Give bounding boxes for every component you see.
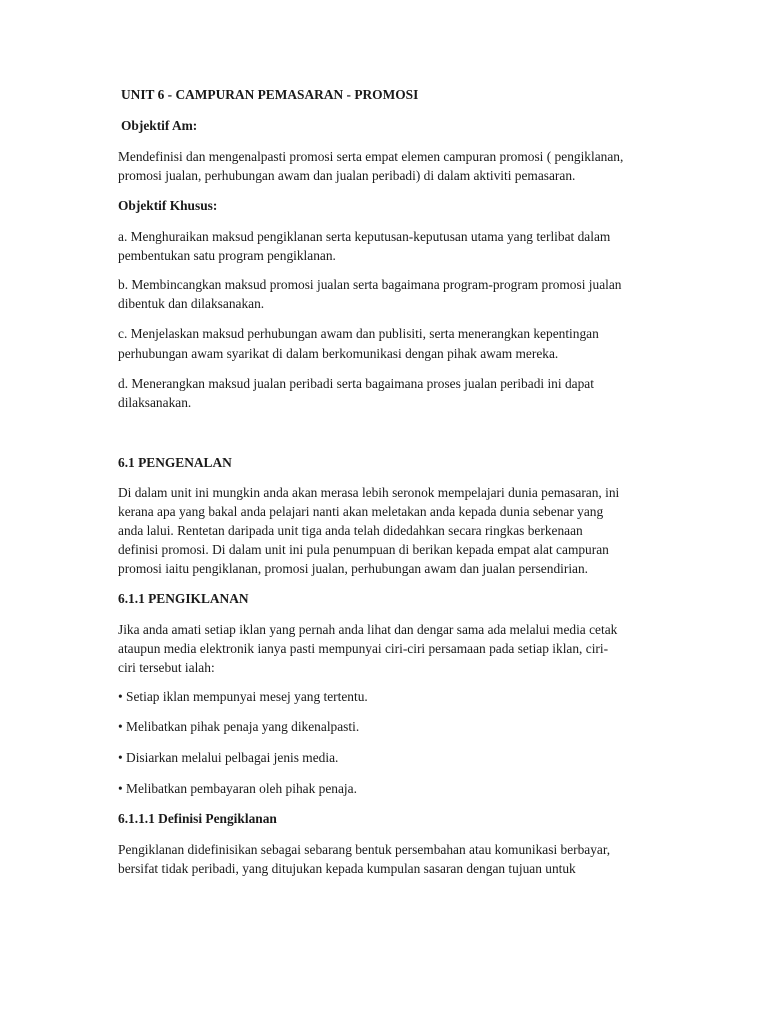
definisi-line: bersifat tidak peribadi, yang ditujukan kepada kumpulan sasaran dengan tujuan untuk	[118, 861, 576, 876]
objektif-am-line: promosi jualan, perhubungan awam dan jualan peribadi) di dalam aktiviti pemasaran.	[118, 168, 576, 183]
list-item: • Melibatkan pembayaran oleh pihak penaja.	[118, 781, 357, 796]
objektif-khusus-item-d: dilaksanakan.	[118, 395, 192, 410]
list-item: • Setiap iklan mempunyai mesej yang tertentu.	[118, 689, 368, 704]
objektif-khusus-item-a: a. Menghuraikan maksud pengiklanan serta keputusan-keputusan utama yang terlibat dalam	[118, 229, 611, 244]
objektif-khusus-item-c: c. Menjelaskan maksud perhubungan awam dan publisiti, serta menerangkan kepentingan	[118, 326, 599, 341]
objektif-am-line: Mendefinisi dan mengenalpasti promosi serta empat elemen campuran promosi ( pengiklanan,	[118, 149, 624, 164]
pengenalan-line: kerana apa yang bakal anda pelajari nanti akan meletakan anda kepada dunia sebenar yang	[118, 504, 604, 519]
pengiklanan-heading: 6.1.1 PENGIKLANAN	[118, 591, 249, 606]
pengenalan-heading: 6.1 PENGENALAN	[118, 455, 232, 470]
pengenalan-line: definisi promosi. Di dalam unit ini pula penumpuan di berikan kepada empat alat campuran	[118, 542, 609, 557]
unit-title: UNIT 6 - CAMPURAN PEMASARAN - PROMOSI	[121, 87, 419, 102]
list-item: • Disiarkan melalui pelbagai jenis media.	[118, 750, 339, 765]
pengiklanan-line: Jika anda amati setiap iklan yang pernah anda lihat dan dengar sama ada melalui media cetak	[118, 622, 618, 637]
definisi-heading: 6.1.1.1 Definisi Pengiklanan	[118, 811, 277, 826]
objektif-khusus-heading: Objektif Khusus:	[118, 198, 218, 213]
pengenalan-line: Di dalam unit ini mungkin anda akan merasa lebih seronok mempelajari dunia pemasaran, ini	[118, 485, 620, 500]
pengenalan-line: anda lalui. Rentetan daripada unit tiga anda telah didedahkan secara ringkas berkenaan	[118, 523, 583, 538]
objektif-khusus-item-a: pembentukan satu program pengiklanan.	[118, 248, 336, 263]
objektif-khusus-item-b: dibentuk dan dilaksanakan.	[118, 296, 265, 311]
pengiklanan-line: ciri tersebut ialah:	[118, 660, 215, 675]
objektif-khusus-item-d: d. Menerangkan maksud jualan peribadi serta bagaimana proses jualan peribadi ini dapat	[118, 376, 594, 391]
objektif-khusus-item-b: b. Membincangkan maksud promosi jualan serta bagaimana program-program promosi jualan	[118, 277, 622, 292]
definisi-line: Pengiklanan didefinisikan sebagai sebarang bentuk persembahan atau komunikasi berbayar,	[118, 842, 611, 857]
objektif-am-heading: Objektif Am:	[121, 118, 198, 133]
pengenalan-line: promosi iaitu pengiklanan, promosi jualan, perhubungan awam dan jualan persendirian.	[118, 561, 589, 576]
objektif-khusus-item-c: perhubungan awam syarikat di dalam berkomunikasi dengan pihak awam mereka.	[118, 346, 559, 361]
list-item: • Melibatkan pihak penaja yang dikenalpasti.	[118, 719, 360, 734]
pengiklanan-line: ataupun media elektronik ianya pasti mempunyai ciri-ciri persamaan pada setiap iklan, ciri-	[118, 641, 609, 656]
